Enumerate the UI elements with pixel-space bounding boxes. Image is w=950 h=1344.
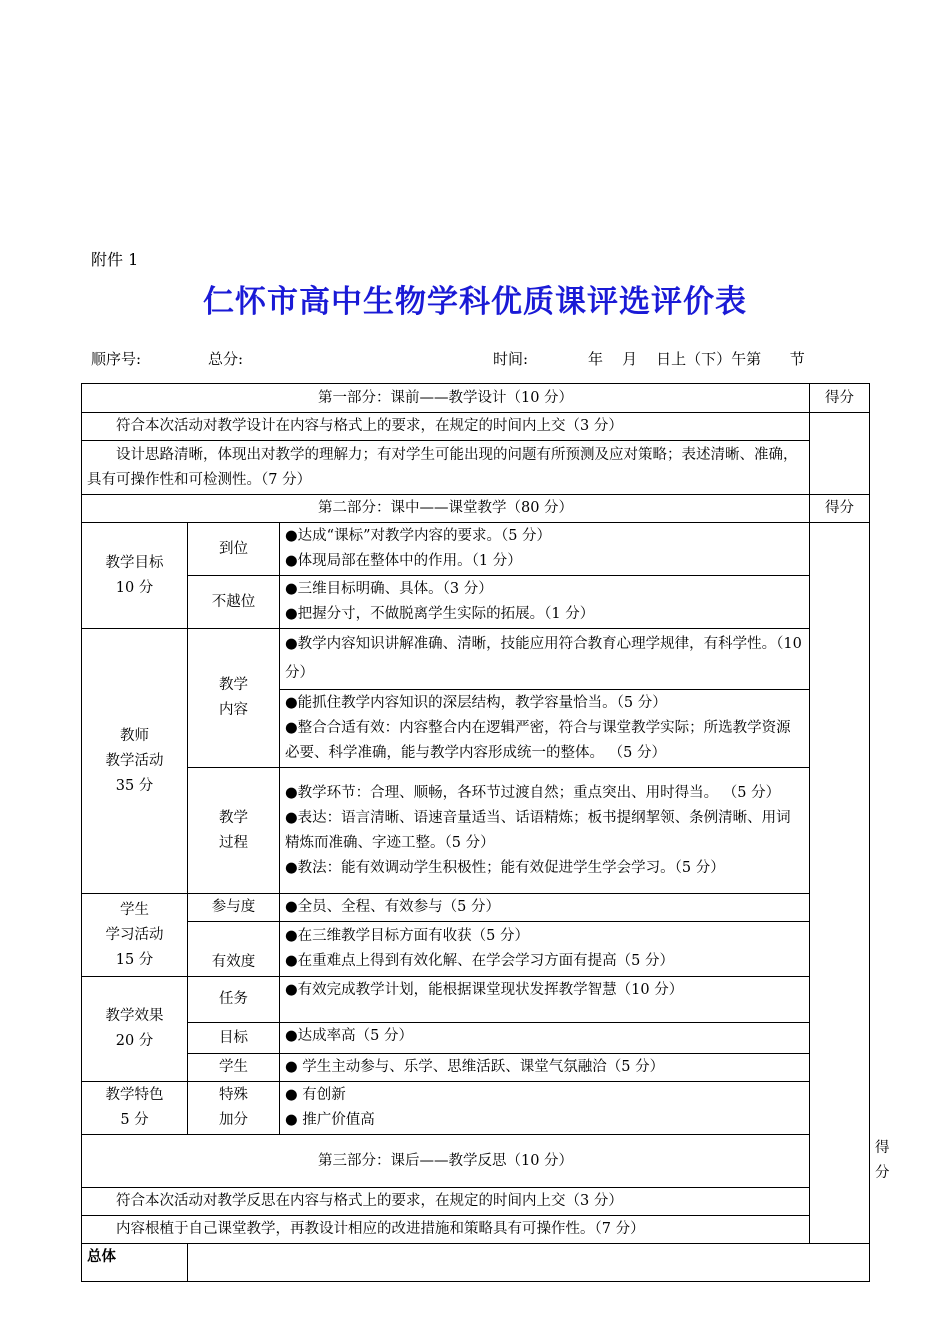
criteria-cell: ● 有创新 ● 推广价值高 [280,1082,810,1135]
category-teaching-feature: 教学特色 5 分 [82,1082,188,1135]
sub-category: 有效度 [188,922,280,977]
part1-item: 符合本次活动对教学设计在内容与格式上的要求，在规定的时间内上交（3 分） [82,413,810,441]
sub-category: 目标 [188,1023,280,1054]
sub-category: 学生 [188,1054,280,1082]
sub-category: 参与度 [188,894,280,922]
part1-score-cell[interactable] [810,413,870,495]
sub-category: 到位 [188,523,280,576]
part2-title: 第二部分：课中——课堂教学（80 分） [82,495,810,523]
criteria-cell: ●能抓住教学内容知识的深层结构，教学容量恰当。（5 分） ●整合合适有效：内容整合内在逻辑严密，符合与课堂教学实际；所选教学资源必要、科学准确，能与教学内容形成统一的整体。 （5 分） [280,690,810,768]
score-header: 得分 [810,384,870,413]
part3-title: 第三部分：课后——教学反思（10 分） [82,1135,810,1188]
time-label: 时间: [493,350,529,368]
criteria-cell: ●教学环节：合理、顺畅，各环节过渡自然；重点突出、用时得当。 （5 分） ●表达：语言清晰、语速音量适当、话语精炼；板书提纲挈领、条例清晰、用词精炼而准确、字迹工整。（5 分） ●教法：能有效调动学生积极性；能有效促进学生学会学习。（5 分） [280,768,810,894]
page-title: 仁怀市高中生物学科优质课评选评价表 [203,284,747,320]
criteria-cell: ●在三维教学目标方面有收获（5 分） ●在重难点上得到有效化解、在学会学习方面有提高（5 分） [280,922,810,977]
sub-category: 任务 [188,977,280,1023]
sequence-number-label: 顺序号: [91,350,142,368]
criteria-cell: ●全员、全程、有效参与（5 分） [280,894,810,922]
sub-category: 不越位 [188,576,280,629]
part3-item: 符合本次活动对教学反思在内容与格式上的要求，在规定的时间内上交（3 分） [82,1188,810,1216]
criteria-cell: ●教学内容知识讲解准确、清晰，技能应用符合教育心理学规律，有科学性。（10 分） [280,629,810,690]
sub-category: 教学 过程 [188,768,280,894]
part1-item: 设计思路清晰，体现出对教学的理解力；有对学生可能出现的问题有所预测及应对策略；表述清晰、准确，具有可操作性和可检测性。（7 分） [82,441,810,495]
total-score-label: 总分: [208,350,244,368]
overall-label: 总体 [82,1244,188,1282]
sub-category: 特殊 加分 [188,1082,280,1135]
attachment-label: 附件 1 [91,250,139,269]
part3-item: 内容根植于自己课堂教学，再教设计相应的改进措施和策略具有可操作性。（7 分） [82,1216,810,1244]
evaluation-table: 第一部分：课前——教学设计（10 分） 得分 符合本次活动对教学设计在内容与格式上的要求，在规定的时间内上交（3 分） 设计思路清晰，体现出对教学的理解力；有对学生可能出现的问题有所预测及应对策略；表述清晰、准确，具有可操作性和可检测性。（7 分） 第二部分：课中——课堂教学（80 分） 得分 教学目标 10 分 到位 ●达成“课标”对教学内容的要求。（5 分） ●体现局部在整体中的作用。（1 分） 不越位 ●三维目标明确、具体。（3 分） ●把握分寸，不做脱离学生实际的拓展。（1 分） 教师 教学活动 35 分 教学 内容 ●教学内容知识讲解准确、清晰，技能应用符合教育心理学规律，有科学性。（10 分） ●能抓住教学内容知识的深层结构，教学容量恰当。（5 分） ●整合合适有效：内容整合内在逻辑严密，符合与课堂教学实际；所选教学资源必要、科学准确，能与教学内容形成统一的整体。 （5 分） 教学 过程 ●教学环节：合理、顺畅，各环节过渡自然；重点突出、用时得当。 （5 分） ●表达：语言清晰、语速音量适当、话语精炼；板书提纲挈领、条例清晰、用词精炼而准确、字迹工整。（5 分） ●教法：能有效调动学生积极性；能有效促进学生学会学习。（5 分） 学生 学习活动 15 分 参与度 ●全员、全程、有效参与（5 分） 有效度 ●在三维教学目标方面有收获（5 分） ●在重难点上得到有效化解、在学会学习方面有提高（5 分） 教学效果 20 分 任务 ●有效完成教学计划，能根据课堂现状发挥教学智慧（10 分） 目标 ●达成率高（5 分） 学生 ● 学生主动参与、乐学、思维活跃、课堂气氛融洽（5 分） 教学特色 5 分 特殊 加分 ● 有创新 ● 推广价值高 第三部分：课后——教学反思（10 分） 得分 符合本次活动对教学反思在内容与格式上的要求，在规定的时间内上交（3 分） 内容根植于自己课堂教学，再教设计相应的改进措施和策略具有可操作性。（7 分） 总体 [81,383,870,1282]
category-teaching-effect: 教学效果 20 分 [82,977,188,1082]
part2-score-cell[interactable] [810,523,870,1244]
part1-title: 第一部分：课前——教学设计（10 分） [82,384,810,413]
category-teaching-goal: 教学目标 10 分 [82,523,188,629]
criteria-cell: ●达成“课标”对教学内容的要求。（5 分） ●体现局部在整体中的作用。（1 分） [280,523,810,576]
sub-category: 教学 内容 [188,629,280,768]
overall-comment-cell[interactable] [188,1244,870,1282]
criteria-cell: ●达成率高（5 分） [280,1023,810,1054]
criteria-cell: ● 学生主动参与、乐学、思维活跃、课堂气氛融洽（5 分） [280,1054,810,1082]
date-label: 年 月 日上（下）午第 节 [588,350,805,368]
score-header: 得分 [810,495,870,523]
category-student-activity: 学生 学习活动 15 分 [82,894,188,977]
criteria-cell: ●三维目标明确、具体。（3 分） ●把握分寸，不做脱离学生实际的拓展。（1 分） [280,576,810,629]
category-teacher-activity: 教师 教学活动 35 分 [82,629,188,894]
criteria-cell: ●有效完成教学计划，能根据课堂现状发挥教学智慧（10 分） [280,977,810,1023]
